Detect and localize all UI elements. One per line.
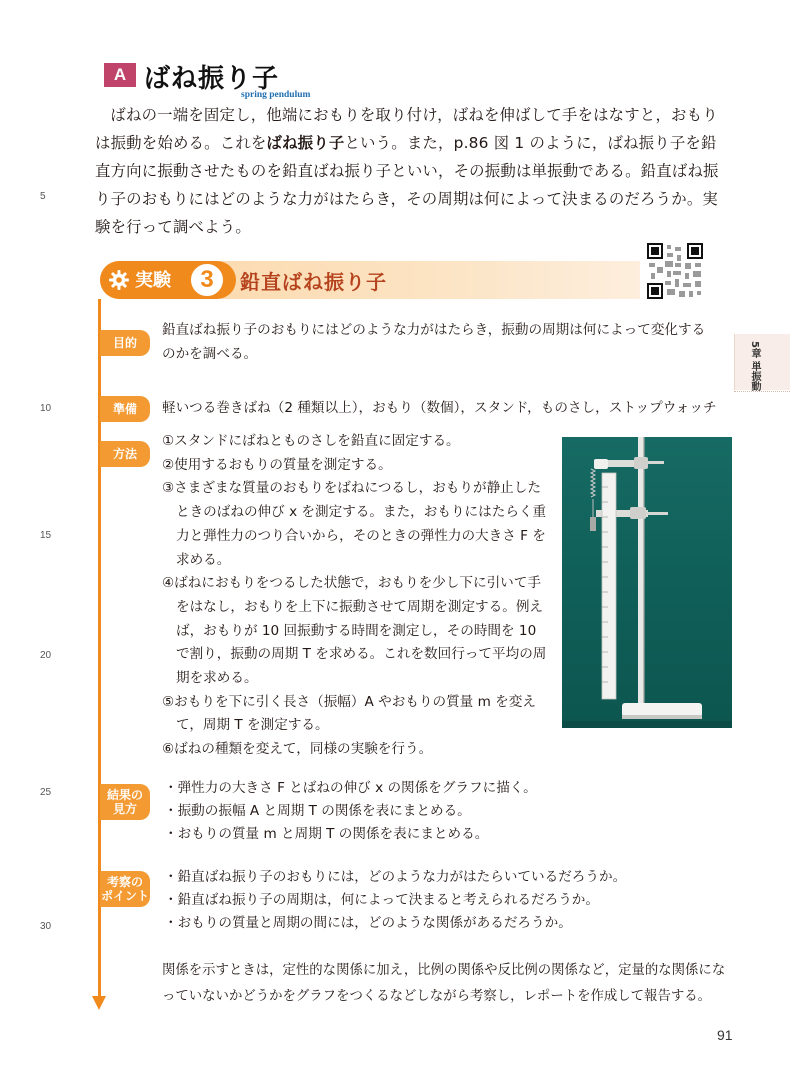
chapter-side-label: 5章 単振動: [749, 341, 760, 392]
tag-results-text: 結果の 見方: [106, 788, 143, 816]
results-bullet: ・振動の振幅 A と周期 T の関係を表にまとめる。: [164, 803, 471, 819]
tag-discussion-text: 考察の ポイント: [100, 875, 149, 903]
line-number-10: 10: [40, 403, 52, 414]
line-number-25: 25: [40, 787, 52, 798]
key-term: ばね振り子: [266, 134, 345, 152]
arrow-down-icon: [92, 996, 106, 1010]
ruby-annotation: spring pendulum: [241, 90, 311, 100]
results-bullet: ・おもりの質量 m と周期 T の関係を表にまとめる。: [164, 826, 489, 842]
method-step: ⑤おもりを下に引く長さ（振幅）A やおもりの質量 m を変えて，周期 T を測定する。: [162, 693, 536, 734]
purpose-text: 鉛直ばね振り子のおもりにはどのような力がはたらき，振動の周期は何によって変化するのかを調べる。: [162, 322, 706, 362]
discussion-bullet: ・鉛直ばね振り子の周期は，何によって決まると考えられるだろうか。: [164, 892, 599, 908]
tag-discussion: [100, 871, 150, 907]
line-number-30: 30: [40, 921, 52, 932]
gear-icon: [108, 269, 130, 291]
page-number: 91: [717, 1027, 733, 1043]
discussion-bullet: ・おもりの質量と周期の間には，どのような関係があるだろうか。: [164, 915, 572, 931]
method-step: ②使用するおもりの質量を測定する。: [162, 456, 392, 473]
experiment-number: 3: [189, 262, 225, 298]
method-step: ①スタンドにばねとものさしを鉛直に固定する。: [162, 433, 460, 449]
line-number-5: 5: [40, 191, 46, 202]
method-step: ⑥ばねの種類を変えて，同様の実験を行う。: [162, 741, 433, 758]
method-step: ③さまざまな質量のおもりをばねにつるし，おもりが静止したときのばねの伸び x を測定する。また，おもりにはたらく重力と弾性力のつり合いから，そのときの弾性力の大きさ F を求める。: [162, 480, 547, 568]
tag-results: [100, 784, 150, 820]
line-number-20: 20: [40, 650, 52, 661]
intro-text: ばねの一端を固定し，他端におもりを取り付け，ばねを伸ばして手をはなすと，おもりは振動を始める。これをばね振り子という。また，p.86 図 1 のように，ばね振り子を鉛直方向に振動させたものを鉛直ばね振り子といい，その振動は単振動である。鉛直ばね振り子のおもりにはどのような力がはたらき，その周期は何によって決まるのだろうか。実験を行って調べよう。: [95, 106, 719, 236]
stand-illustration: [562, 437, 732, 728]
method-step: ④ばねにおもりをつるした状態で，おもりを少し下に引いて手をはなし，おもりを上下に振動させて周期を測定する。例えば，おもりが 10 回振動する時間を測定し，その時間を 10 で割り，振動の周期 T を求める。これを数回行って平均の周期を求める。: [162, 575, 547, 687]
section-title: ばね振り子: [144, 64, 280, 94]
experiment-title: 鉛直ばね振り子: [240, 270, 387, 294]
experiment-photo: [562, 437, 732, 728]
experiment-label: 実験: [135, 270, 171, 291]
qr-code-icon[interactable]: [647, 243, 703, 299]
chapter-side-tab[interactable]: [734, 334, 790, 390]
section-badge: A: [104, 63, 136, 87]
results-bullet: ・弾性力の大きさ F とばねの伸び x の関係をグラフに描く。: [164, 780, 537, 796]
method-steps: [162, 430, 552, 762]
tag-purpose: 目的: [100, 330, 150, 356]
side-tab-divider: [734, 391, 790, 392]
preparation-text: 軽いつる巻きばね（2 種類以上），おもり（数個），スタンド，ものさし，ストップウォッチ: [162, 400, 717, 416]
intro-paragraph: [95, 101, 723, 241]
discussion-bullet: ・鉛直ばね振り子のおもりには，どのような力がはたらいているだろうか。: [164, 869, 627, 885]
closing-text: 関係を示すときは，定性的な関係に加え，比例の関係や反比例の関係など，定量的な関係になっていないかどうかをグラフをつくるなどしながら考察し，レポートを作成して報告する。: [162, 963, 726, 1004]
tag-preparation: 準備: [100, 396, 150, 422]
tag-method: 方法: [100, 441, 150, 467]
line-number-15: 15: [40, 530, 52, 541]
